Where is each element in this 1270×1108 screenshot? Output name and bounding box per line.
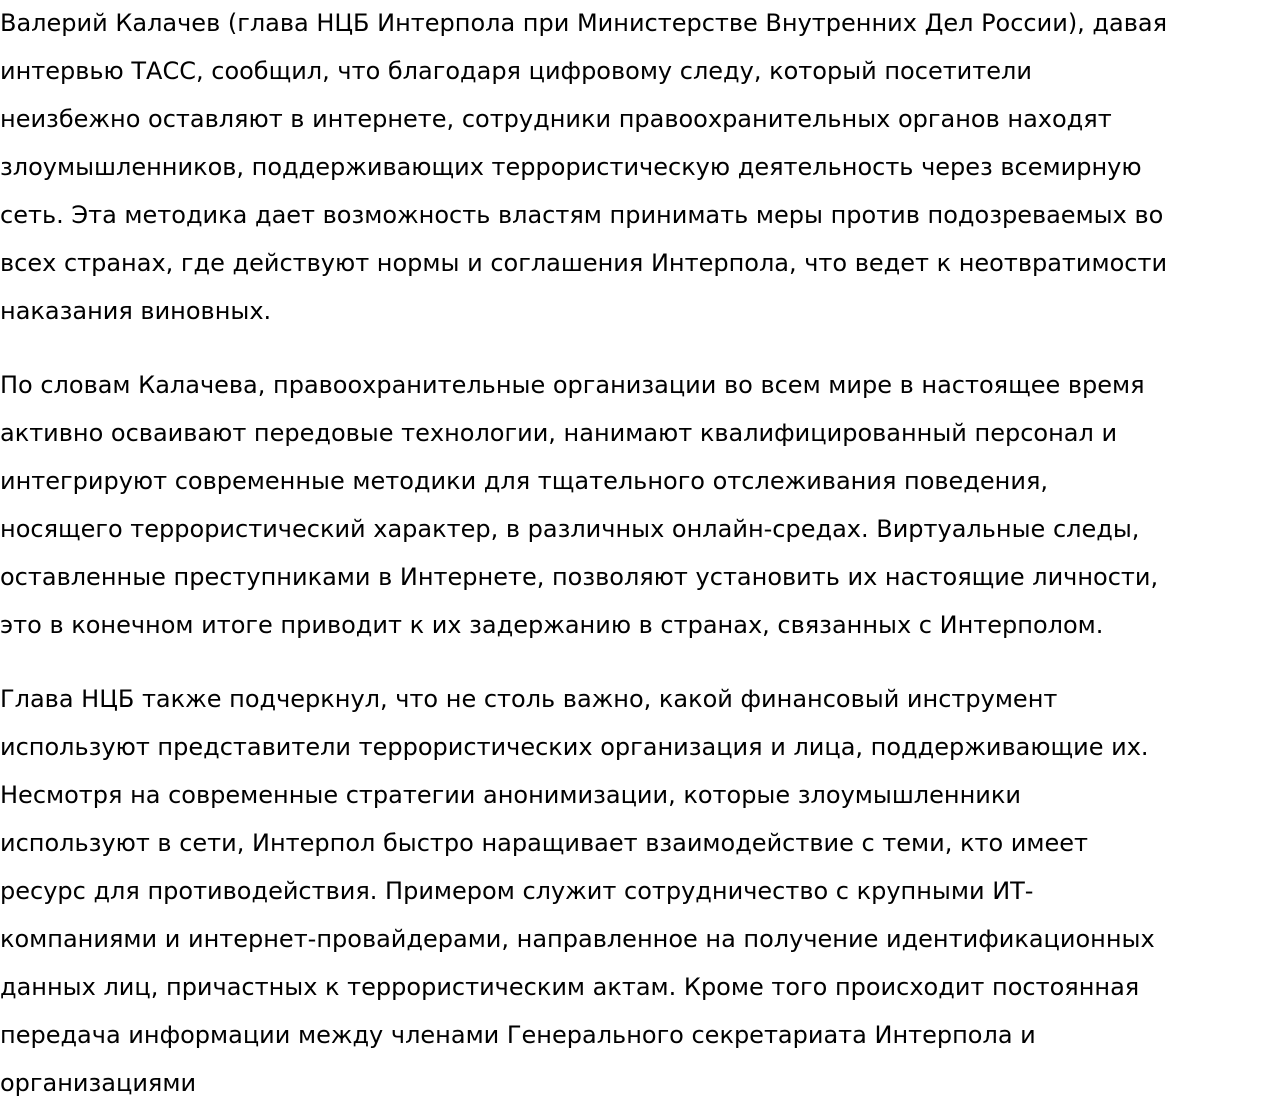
text-line: носящего террористический характер, в различных онлайн-средах. Виртуальные следы,	[0, 515, 1140, 543]
text-line: активно осваивают передовые технологии, нанимают квалифицированный персонал и	[0, 419, 1118, 447]
paragraph-1	[0, 0, 1270, 335]
text-line: сеть. Эта методика дает возможность властям принимать меры против подозреваемых во	[0, 201, 1164, 229]
text-line: это в конечном итоге приводит к их задержанию в странах, связанных с Интерполом.	[0, 611, 1104, 639]
text-line: По словам Калачева, правоохранительные организации во всем мире в настоящее время	[0, 371, 1145, 399]
text-line: Глава НЦБ также подчеркнул, что не столь важно, какой финансовый инструмент	[0, 685, 1058, 713]
text-line: неизбежно оставляют в интернете, сотрудники правоохранительных органов находят	[0, 105, 1112, 133]
text-line: Валерий Калачев (глава НЦБ Интерпола при Министерстве Внутренних Дел России), давая	[0, 9, 1168, 37]
text-line: оставленные преступниками в Интернете, позволяют установить их настоящие личности,	[0, 563, 1159, 591]
text-line: используют в сети, Интерпол быстро наращивает взаимодействие с теми, кто имеет	[0, 829, 1089, 857]
text-line: ресурс для противодействия. Примером служит сотрудничество с крупными ИТ-	[0, 877, 1034, 905]
text-line: компаниями и интернет-провайдерами, направленное на получение идентификационных	[0, 925, 1155, 953]
text-line: наказания виновных.	[0, 297, 272, 325]
text-line: используют представители террористических организация и лица, поддерживающие их.	[0, 733, 1149, 761]
text-line: Несмотря на современные стратегии анонимизации, которые злоумышленники	[0, 781, 1021, 809]
paragraph-2	[0, 361, 1270, 649]
text-line: передача информации между членами Генерального секретариата Интерпола и	[0, 1021, 1036, 1049]
text-line: всех странах, где действуют нормы и соглашения Интерпола, что ведет к неотвратимости	[0, 249, 1168, 277]
text-line: злоумышленников, поддерживающих террористическую деятельность через всемирную	[0, 153, 1142, 181]
text-line: интервью ТАСС, сообщил, что благодаря цифровому следу, который посетители	[0, 57, 1032, 85]
text-line: организациями	[0, 1069, 197, 1097]
paragraph-3	[0, 675, 1270, 1107]
text-line: данных лиц, причастных к террористическим актам. Кроме того происходит постоянная	[0, 973, 1140, 1001]
text-line: интегрируют современные методики для тщательного отслеживания поведения,	[0, 467, 1049, 495]
